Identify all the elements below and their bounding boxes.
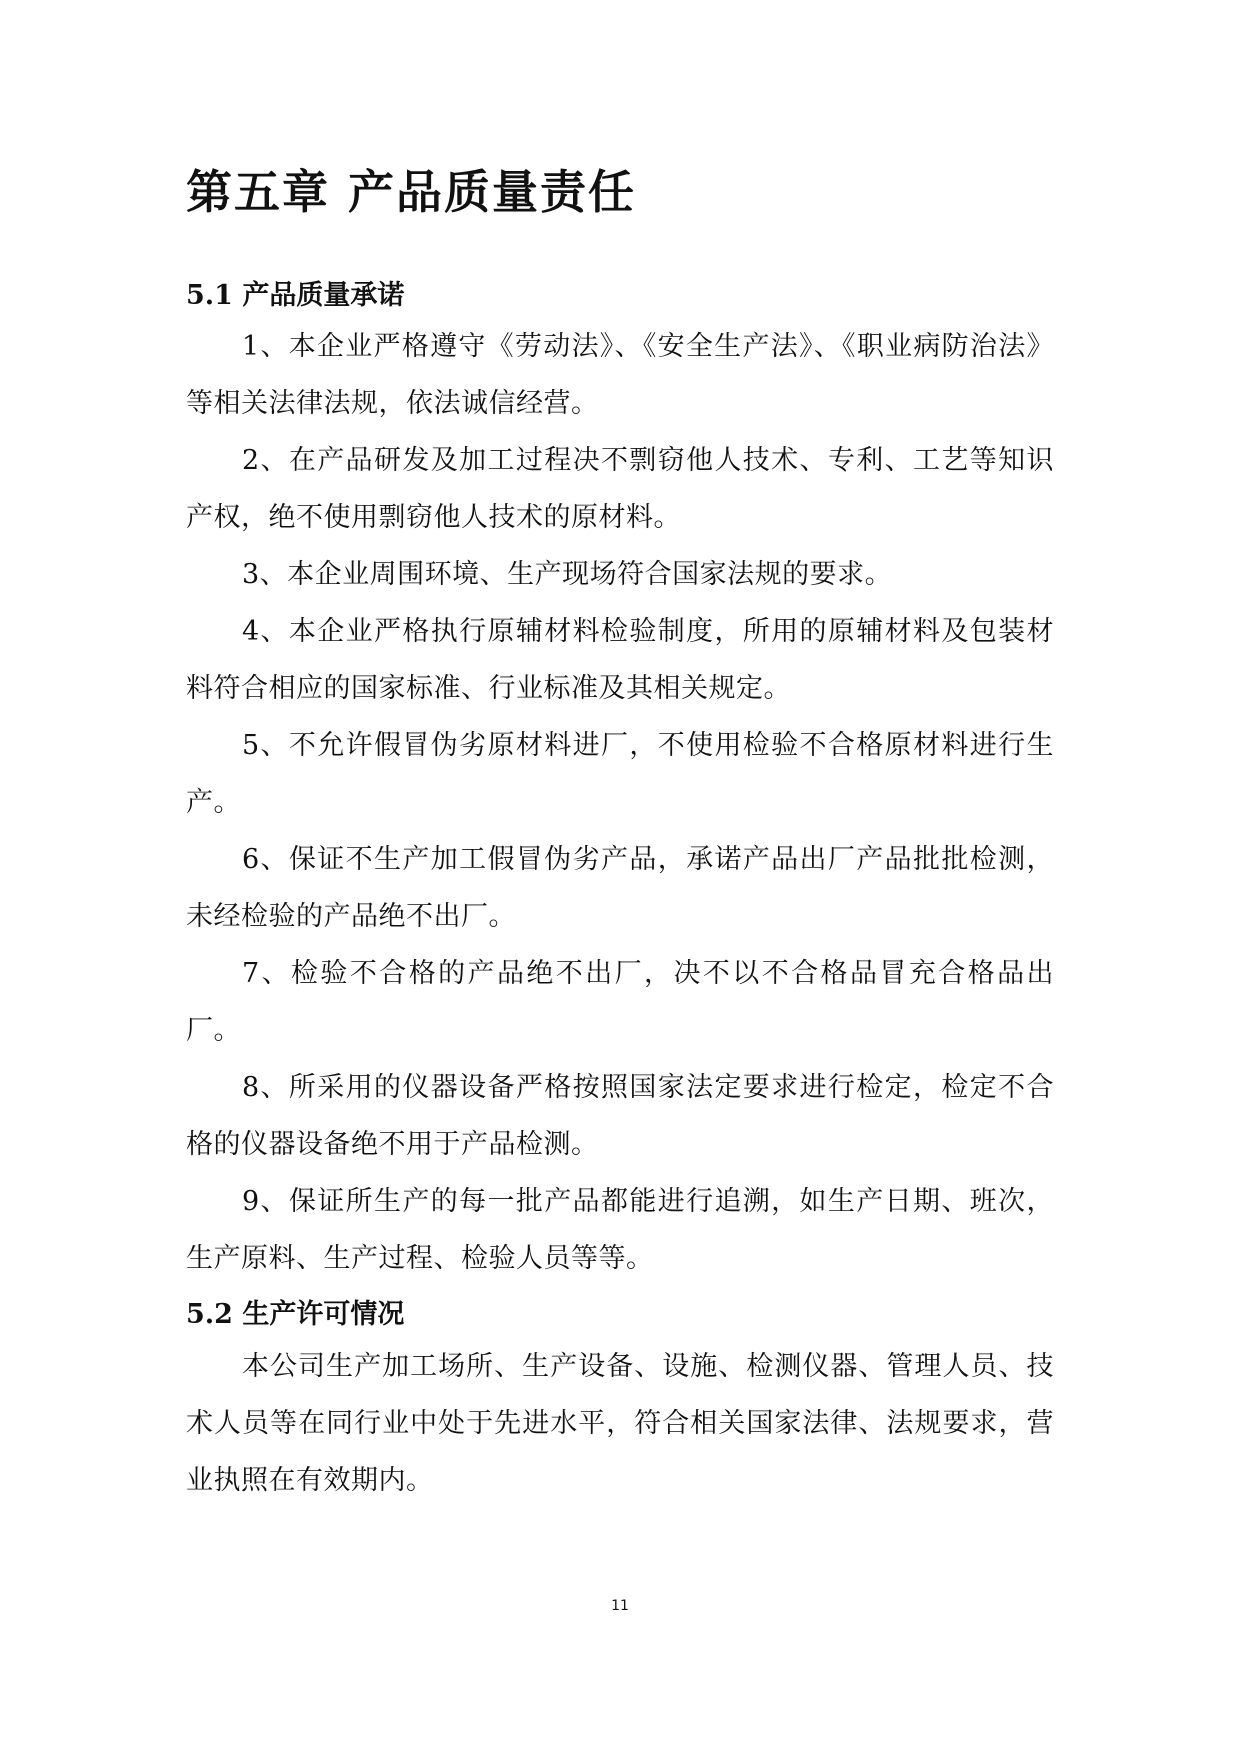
commitment-item-7: 7、检验不合格的产品绝不出厂，决不以不合格品冒充合格品出厂。 (186, 958, 1054, 1046)
commitment-item-4: 4、本企业严格执行原辅材料检验制度，所用的原辅材料及包装材料符合相应的国家标准、行业标准及其相关规定。 (186, 616, 1054, 704)
section-heading-5-2: 5.2 生产许可情况 (186, 1299, 405, 1330)
page-number: 11 (611, 1598, 629, 1614)
license-paragraph: 本公司生产加工场所、生产设备、设施、检测仪器、管理人员、技术人员等在同行业中处于先进水平，符合相关国家法律、法规要求，营业执照在有效期内。 (186, 1351, 1054, 1496)
commitment-item-6: 6、保证不生产加工假冒伪劣产品，承诺产品出厂产品批批检测，未经检验的产品绝不出厂。 (186, 844, 1054, 932)
commitment-item-5: 5、不允许假冒伪劣原材料进厂，不使用检验不合格原材料进行生产。 (186, 730, 1054, 818)
commitment-item-3: 3、本企业周围环境、生产现场符合国家法规的要求。 (242, 559, 893, 590)
commitment-item-8: 8、所采用的仪器设备严格按照国家法定要求进行检定，检定不合格的仪器设备绝不用于产品检测。 (186, 1072, 1054, 1160)
commitment-item-2: 2、在产品研发及加工过程决不剽窃他人技术、专利、工艺等知识产权，绝不使用剽窃他人技术的原材料。 (186, 445, 1054, 533)
section-heading-5-1: 5.1 产品质量承诺 (186, 280, 405, 311)
commitment-item-9: 9、保证所生产的每一批产品都能进行追溯，如生产日期、班次，生产原料、生产过程、检验人员等等。 (186, 1186, 1054, 1274)
commitment-item-1: 1、本企业严格遵守《劳动法》、《安全生产法》、《职业病防治法》等相关法律法规，依法诚信经营。 (186, 331, 1054, 419)
chapter-title: 第五章 产品质量责任 (186, 165, 637, 219)
